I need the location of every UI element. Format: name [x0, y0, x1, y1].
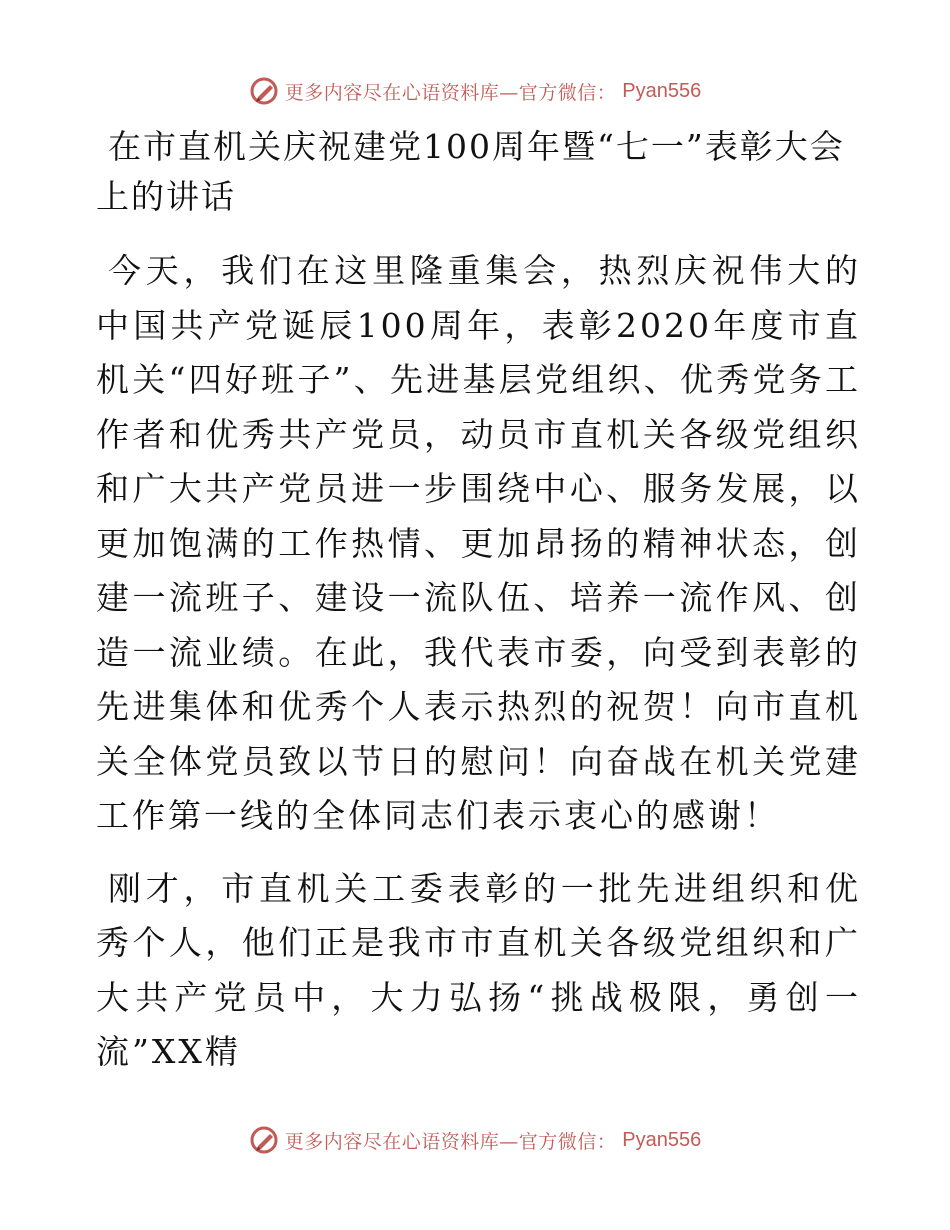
watermark-wechat-id: Pyan556: [622, 1128, 702, 1151]
paragraph-2: 刚才，市直机关工委表彰的一批先进组织和优秀个人，他们正是我市市直机关各级党组织和广大共产党员中，大力弘扬“挑战极限，勇创一流”XX精: [96, 868, 861, 1071]
pen-logo-icon: [249, 76, 279, 106]
document-body: [96, 122, 861, 1080]
watermark-wechat-id: Pyan556: [622, 79, 702, 102]
watermark-text: 更多内容尽在心语资料库—官方微信：: [284, 1130, 617, 1153]
watermark-text: 更多内容尽在心语资料库—官方微信：: [284, 81, 617, 104]
paragraph-1: 今天，我们在这里隆重集会，热烈庆祝伟大的中国共产党诞辰100周年，表彰2020年度市直机关“四好班子”、先进基层党组织、优秀党务工作者和优秀共产党员，动员市直机关各级党组织和广大共产党员进一步围绕中心、服务发展，以更加饱满的工作热情、更加昂扬的精神状态，创建一流班子、建设一流队伍、培养一流作风、创造一流业绩。在此，我代表市委，向受到表彰的先进集体和优秀个人表示热烈的祝贺！向市直机关全体党员致以节日的慰问！向奋战在机关党建工作第一线的全体同志们表示衷心的感谢！: [96, 251, 861, 835]
header-watermark: [0, 71, 950, 111]
document-title: 在市直机关庆祝建党100周年暨“七一”表彰大会上的讲话: [96, 127, 845, 216]
pen-logo-icon: [249, 1125, 279, 1155]
footer-watermark: [0, 1120, 950, 1160]
